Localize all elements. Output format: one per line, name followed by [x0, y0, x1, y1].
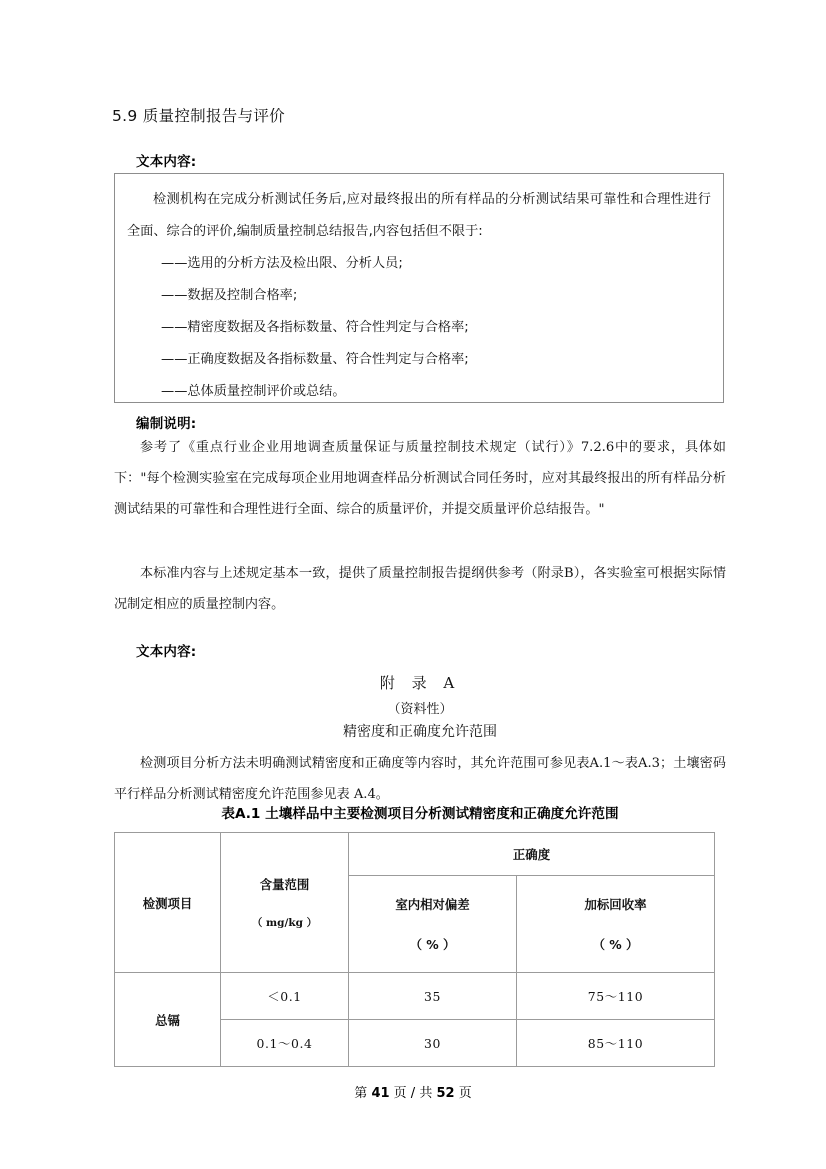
td-spike-recovery: 85～110 — [517, 1020, 715, 1067]
quoted-text-box — [114, 173, 724, 403]
footer-middle: 页 / 共 — [393, 1086, 433, 1101]
text-content-label-1: 文本内容: — [136, 154, 197, 170]
th-accuracy-group: 正确度 — [349, 833, 715, 876]
page-footer — [0, 1082, 826, 1101]
list-item: ——总体质量控制评价或总结。 — [161, 384, 346, 399]
table-row — [115, 973, 715, 1020]
appendix-intro-paragraph: 检测项目分析方法未明确测试精密度和正确度等内容时，其允许范围可参见表A.1～表A.3；土壤密码平行样品分析测试精密度允许范围参见表 A.4。 — [114, 756, 726, 802]
th-spike-recovery — [517, 876, 715, 973]
footer-suffix: 页 — [458, 1086, 472, 1101]
footer-total-pages: 52 — [436, 1086, 455, 1101]
appendix-title: 附 录 A — [379, 674, 461, 692]
quote-item-list — [115, 248, 723, 408]
page-title: 5.9 质量控制报告与评价 — [112, 107, 285, 125]
td-intralab-rsd: 30 — [349, 1020, 517, 1067]
th-spike-recovery-title: 加标回收率 — [584, 897, 647, 912]
list-item: ——数据及控制合格率; — [161, 288, 298, 303]
th-detection-item: 检测项目 — [115, 833, 221, 973]
list-item: ——选用的分析方法及检出限、分析人员; — [161, 256, 403, 271]
td-content-range: ＜0.1 — [221, 973, 349, 1020]
td-item-name: 总镉 — [115, 973, 221, 1067]
th-intralab-rsd-unit: （ % ） — [409, 937, 456, 952]
td-content-range: 0.1～0.4 — [221, 1020, 349, 1067]
appendix-kind: （资料性） — [387, 702, 453, 717]
table-header-row-1 — [115, 833, 715, 876]
list-item: ——精密度数据及各指标数量、符合性判定与合格率; — [161, 320, 469, 335]
explanation-paragraph-2: 本标准内容与上述规定基本一致，提供了质量控制报告提纲供参考（附录B），各实验室可根据实际情况制定相应的质量控制内容。 — [114, 566, 726, 612]
compile-note-label: 编制说明: — [136, 416, 197, 432]
th-content-range-unit: （ mg/kg ） — [251, 917, 318, 929]
table-caption: 表A.1 土壤样品中主要检测项目分析测试精密度和正确度允许范围 — [221, 806, 619, 822]
th-content-range — [221, 833, 349, 973]
th-spike-recovery-unit: （ % ） — [592, 937, 639, 952]
th-intralab-rsd-title: 室内相对偏差 — [395, 897, 470, 912]
quote-intro-paragraph: 检测机构在完成分析测试任务后,应对最终报出的所有样品的分析测试结果可靠性和合理性进行全面、综合的评价,编制质量控制总结报告,内容包括但不限于: — [127, 192, 711, 239]
footer-prefix: 第 — [354, 1086, 368, 1101]
th-content-range-title: 含量范围 — [259, 877, 310, 892]
precision-accuracy-table — [114, 832, 715, 1067]
appendix-subtitle: 精密度和正确度允许范围 — [343, 724, 497, 740]
th-intralab-rsd — [349, 876, 517, 973]
explanation-paragraph-1: 参考了《重点行业企业用地调查质量保证与质量控制技术规定（试行）》7.2.6中的要求，具体如下："每个检测实验室在完成每项企业用地调查样品分析测试合同任务时，应对其最终报出的所有样品分析测试结果的可靠性和合理性进行全面、综合的质量评价，并提交质量评价总结报告。" — [114, 440, 726, 517]
td-intralab-rsd: 35 — [349, 973, 517, 1020]
footer-current-page: 41 — [371, 1086, 390, 1101]
text-content-label-2: 文本内容: — [136, 644, 197, 660]
list-item: ——正确度数据及各指标数量、符合性判定与合格率; — [161, 352, 469, 367]
td-spike-recovery: 75～110 — [517, 973, 715, 1020]
